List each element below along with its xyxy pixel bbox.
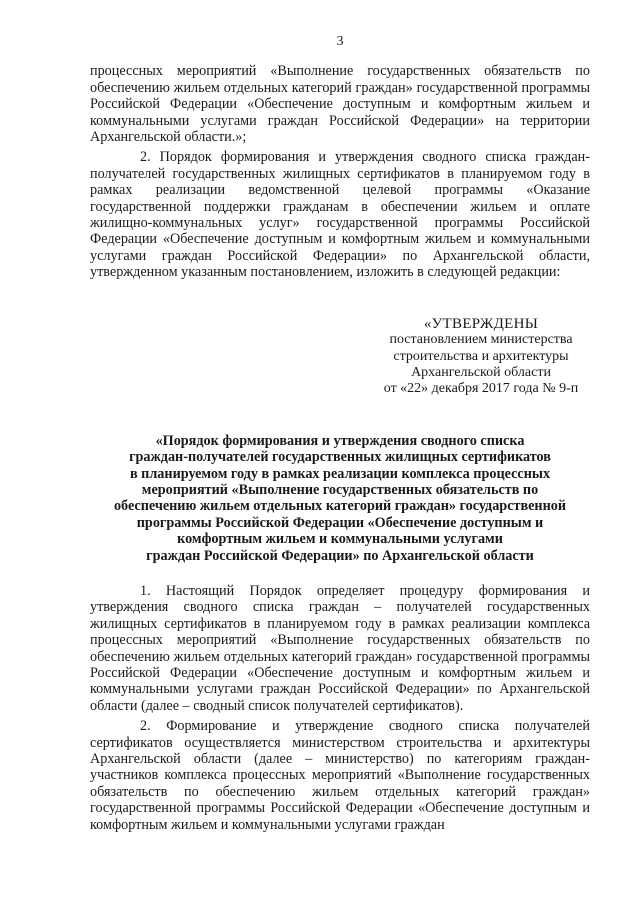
document-title <box>90 433 590 564</box>
title-line-2: граждан-получателей государственных жилищных сертификатов <box>129 449 551 466</box>
title-line-8: граждан Российской Федерации» по Архангельской области <box>146 547 534 564</box>
approval-block <box>372 316 590 398</box>
approval-date: от «22» декабря 2017 года № 9-п <box>383 381 579 397</box>
page-number: 3 <box>336 34 344 49</box>
title-line-1: «Порядок формирования и утверждения сводного списка <box>155 432 525 449</box>
title-line-3: в планируемом году в рамках реализации комплекса процессных <box>129 465 551 482</box>
amendment-paragraph: 2. Порядок формирования и утверждения сводного списка граждан-получателей государственных жилищных сертификатов в планируемом году в рамках реализации ведомственной целевой программы «Оказание государственной поддержки гражданам в обеспечении жильем и оплате жилищно-коммунальных услуг» государственной программы Российской Федерации «Обеспечение доступным и комфортным жильем и коммунальными услугами граждан Российской Федерации» по Архангельской области, утвержденном указанным постановлением, изложить в следующей редакции: <box>90 149 590 281</box>
title-line-5: обеспечению жильем отдельных категорий граждан» государственной <box>113 498 567 515</box>
paragraph-1: 1. Настоящий Порядок определяет процедуру формирования и утверждения сводного списка граждан – получателей государственных жилищных сертификатов в планируемом году в рамках реализации комплекса процессных мероприятий «Выполнение государственных обязательств по обеспечению жильем отдельных категорий граждан» государственной программы Российской Федерации «Обеспечение доступным и комфортным жильем и коммунальными услугами граждан Российской Федерации» по Архангельской области (далее – сводный список получателей сертификатов). <box>90 582 590 714</box>
approval-heading: «УТВЕРЖДЕНЫ <box>423 315 539 332</box>
approval-line-3: Архангельской области <box>411 364 551 380</box>
intro-paragraph: процессных мероприятий «Выполнение государственных обязательств по обеспечению жильем отдельных категорий граждан» государственной программы Российской Федерации «Обеспечение доступным и комфортным жильем и коммунальными услугами граждан Российской Федерации» на территории Архангельской области.»; <box>90 63 590 146</box>
title-line-4: мероприятий «Выполнение государственных обязательств по <box>141 481 539 498</box>
title-line-6: программы Российской Федерации «Обеспечение доступным и <box>136 514 544 531</box>
approval-line-1: постановлением министерства <box>389 332 573 348</box>
paragraph-2: 2. Формирование и утверждение сводного списка получателей сертификатов осуществляется министерством строительства и архитектуры Архангельской области (далее – министерство) по категориям граждан-участников комплекса процессных мероприятий «Выполнение государственных обязательств по обеспечению жильем отдельных категорий граждан» государственной программы Российской Федерации «Обеспечение доступным и комфортным жильем и коммунальными услугами граждан <box>90 718 590 833</box>
approval-line-2: строительства и архитектуры <box>393 348 569 364</box>
title-line-7: комфортным жильем и коммунальными услугами <box>177 531 503 548</box>
